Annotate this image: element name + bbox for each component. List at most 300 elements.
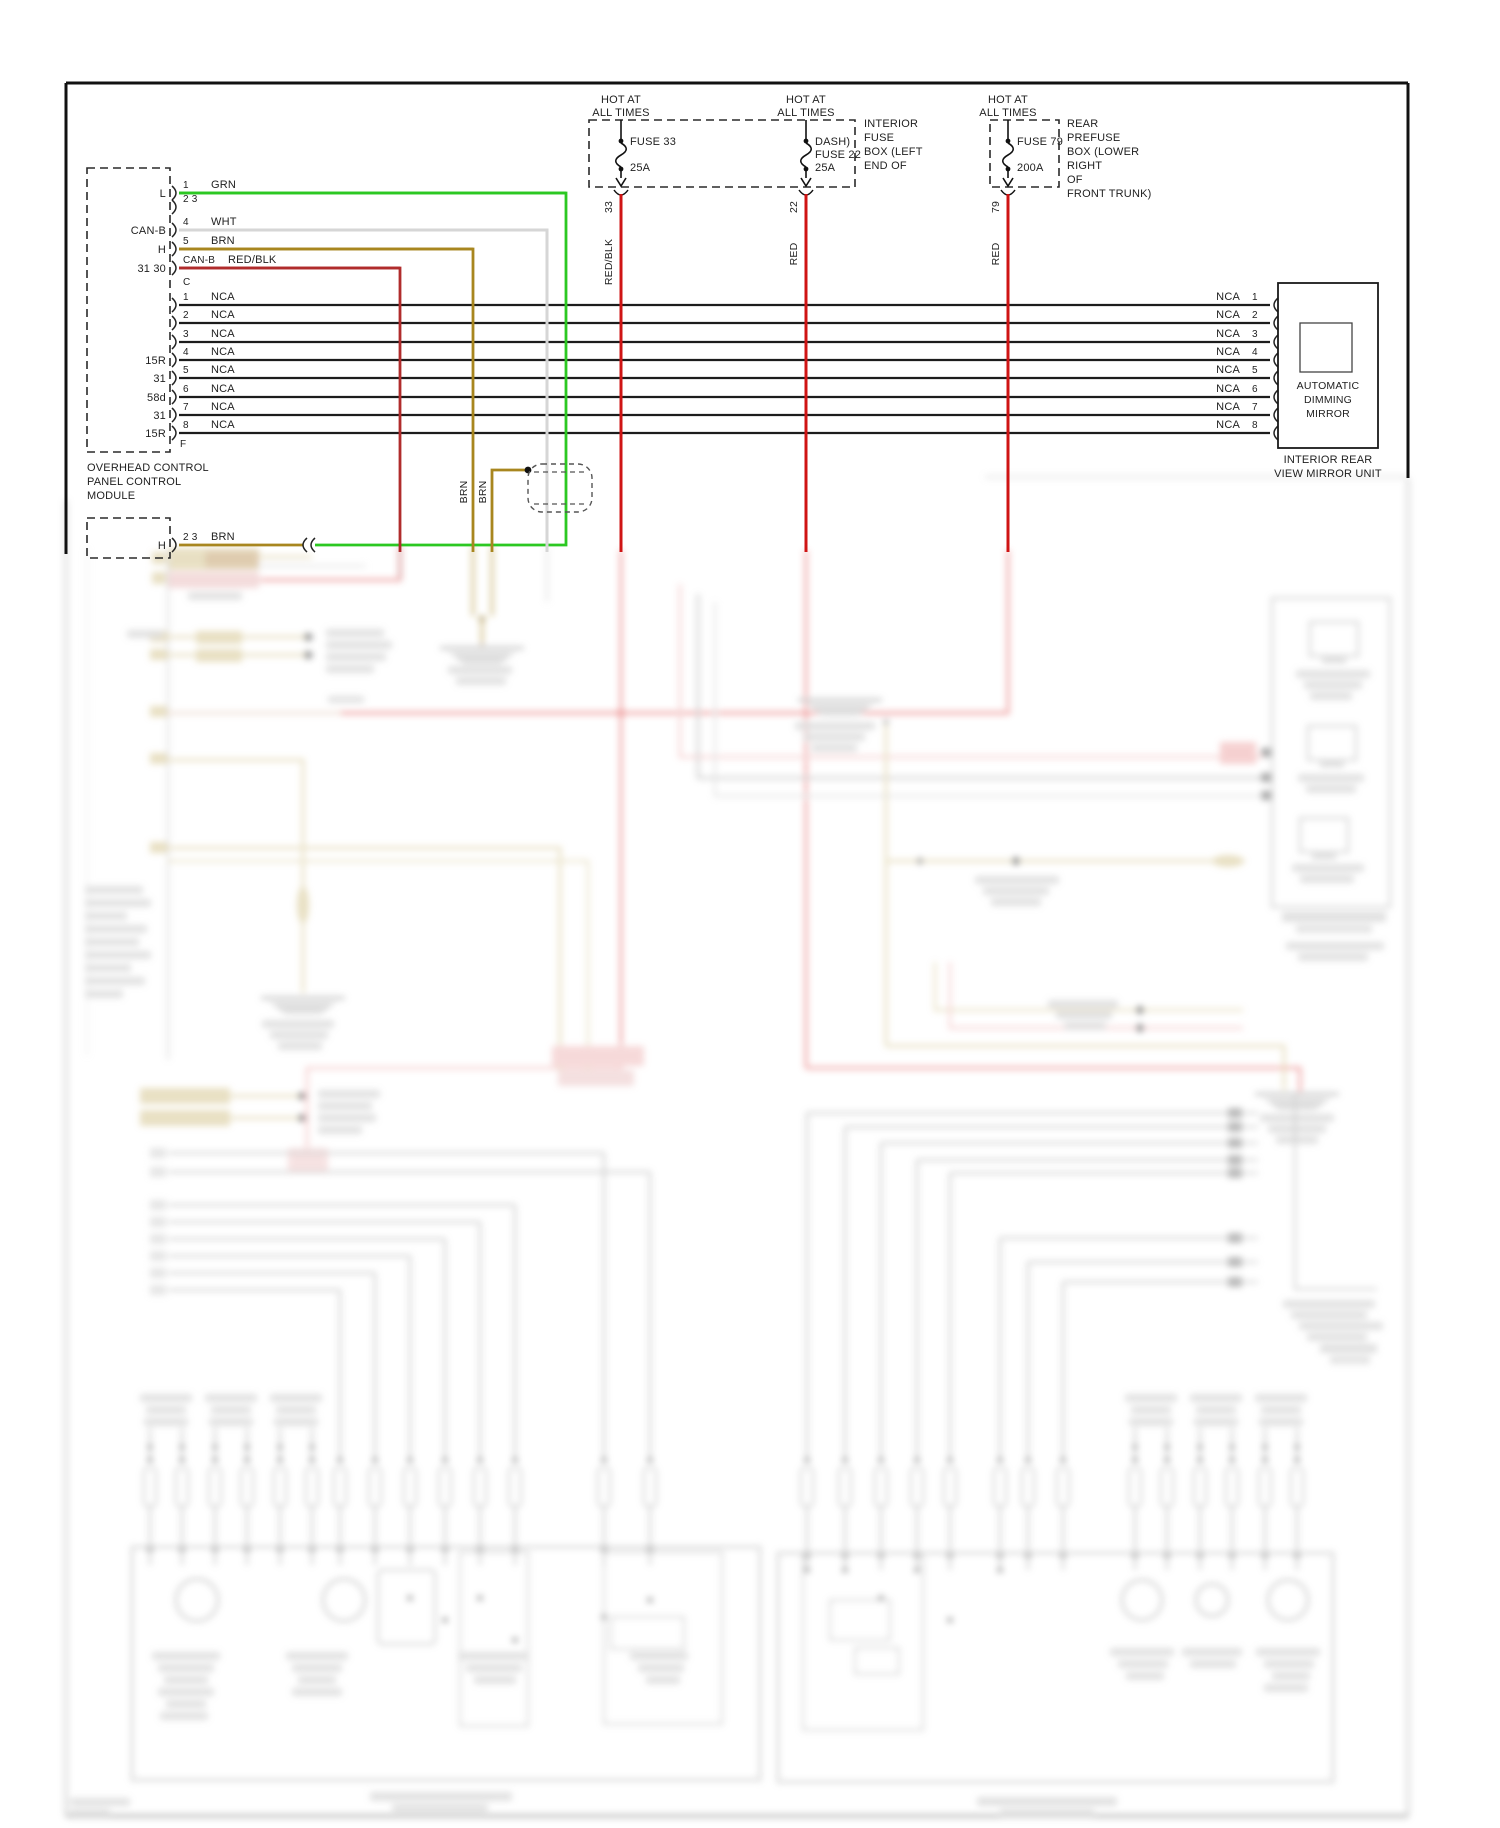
fuse-box-caption: FUSE [864,132,895,144]
box [1320,1344,1377,1353]
component-label: MIRROR [1306,408,1350,420]
junction-dot [525,467,532,474]
blurred-text [1299,1322,1383,1330]
wire-color-label: RED/BLK [228,254,277,266]
blurred-text [326,665,374,673]
blurred-text [977,1797,1117,1806]
arrow-down-icon [801,178,811,186]
box [1022,1468,1034,1506]
pin-number: 7 [183,402,189,413]
box [439,1468,451,1506]
wire-color-label: BRN [458,480,470,504]
box [150,706,167,717]
pin-number: 2 3 [183,532,198,543]
junction-dot [147,1457,153,1463]
pin-number: 3 [183,329,189,340]
blurred-text [166,1700,206,1708]
junction-dot [1197,1457,1203,1463]
junction-dot [309,1457,315,1463]
pin-bracket [172,200,176,214]
component-label: DIMMING [1303,394,1353,406]
hot-at-label: HOT AT [601,94,641,106]
mirror-unit-box [1278,283,1378,448]
junction-dot [1025,1457,1031,1463]
box [1129,1468,1141,1506]
wire-color-label: GRN [211,179,237,191]
blurred-text [158,1688,214,1696]
box [150,649,167,660]
module-caption: PANEL CONTROL [87,476,182,488]
blurred-text [1048,1000,1118,1008]
junction-dot [477,1457,483,1463]
junction-dot [372,1457,378,1463]
junction-dot [147,1444,153,1450]
blurred-text [70,1809,110,1816]
wire-color-label: NCA [1216,383,1240,395]
junction-dot [883,719,889,725]
wire [167,848,560,1082]
box [1057,1468,1069,1506]
blurred-text [474,1676,516,1684]
hot-at-label: HOT AT [786,94,826,106]
blurred-text [211,1406,251,1414]
junction-dot [277,1457,283,1463]
pin-number: 2 3 [183,194,198,205]
box [1228,1122,1242,1132]
indicator-icon [1300,818,1348,852]
box [558,1070,634,1086]
fuse-label: FUSE 79 [1017,136,1064,148]
fuse-box-caption: REAR [1067,118,1099,130]
lamp-icon [1122,1580,1162,1620]
connector-arrow-icon [302,632,314,642]
junction-dot [212,1444,218,1450]
pin-bracket [172,390,176,404]
box [1261,791,1272,800]
box [801,1468,813,1506]
junction-dot [647,1597,653,1603]
box [855,1648,899,1674]
pin-bracket [172,408,176,422]
pin-letter: F [180,439,187,450]
component-symbol [1263,1098,1331,1110]
pin-number: 5 [183,236,189,247]
wire-color-label: NCA [211,309,235,321]
box [150,1268,166,1278]
junction-dot [1132,1457,1138,1463]
wire-color-label: NCA [1216,364,1240,376]
arrow-down-icon [616,178,626,186]
junction-dot [997,1567,1003,1573]
fuse-box-caption: OF [1067,174,1083,186]
wire-color-label: BRN [211,235,235,247]
junction-dot [804,1457,810,1463]
junction-dot [947,1457,953,1463]
blurred-text [1268,1125,1326,1133]
blurred-text [70,1798,130,1806]
wire [806,1068,1300,1092]
box [1228,1257,1242,1267]
box [1228,1233,1242,1243]
box [140,1088,230,1104]
wire-color-label: RED [990,242,1002,266]
junction-dot [244,1457,250,1463]
pin-bracket [172,316,176,330]
pin-bracket [172,298,176,312]
connector-arrow-icon [302,650,314,660]
wire [680,584,1261,757]
junction-dot [619,139,624,144]
pin-number: 2 [1252,310,1258,321]
junction-dot [1006,139,1011,144]
fuse-box-caption: PREFUSE [1067,132,1121,144]
blurred-text [160,1712,208,1720]
blurred-text [1306,785,1356,793]
box [140,1110,230,1126]
junction-dot [477,1595,483,1601]
blurred-text [1256,1648,1320,1656]
blurred-text [1264,1660,1314,1668]
box [598,1468,610,1506]
box [611,1617,684,1649]
box [604,1552,722,1724]
fuse-box-caption: RIGHT [1067,160,1103,172]
pin-bracket [172,353,176,367]
junction-dot [442,1457,448,1463]
hot-at-label: ALL TIMES [979,107,1037,119]
box [152,572,166,584]
box [150,1200,166,1210]
pin-number: 4 [183,217,189,228]
blurred-text [318,1102,372,1110]
box [205,551,259,568]
blurred-text [1296,670,1370,678]
blurred-text [1298,774,1364,782]
wire [1295,1096,1377,1289]
box [150,1148,166,1158]
box [144,1468,156,1506]
blurred-text [1286,942,1384,950]
junction-dot [619,167,624,172]
fuse-label: DASH) [815,136,851,148]
blurred-text [292,1688,342,1696]
wire-color-label: NCA [211,419,235,431]
blurred-text [370,1792,512,1801]
blurred-text [1255,1394,1307,1402]
blurred-text [1129,1418,1173,1426]
junction-dot [997,1457,1003,1463]
blurred-text [318,1114,376,1122]
fuse-box-caption: INTERIOR [864,118,919,130]
terminal-label: L [159,188,166,200]
box [1282,912,1386,922]
fuse-box-caption: FRONT TRUNK) [1067,188,1152,200]
blurred-text [1000,1809,1094,1817]
blurred-text [326,629,384,637]
blurred-text [278,1042,322,1050]
blurred-text [392,1804,488,1812]
box [150,753,167,764]
wire [492,470,528,552]
wire-color-label: NCA [211,328,235,340]
blurred-text [188,592,242,600]
blurred-text [1131,1406,1171,1414]
wire-color-label: NCA [1216,419,1240,431]
pin-number: 4 [1252,347,1258,358]
circuit-number: 33 [603,200,615,214]
wire-color-label: RED/BLK [603,238,615,286]
terminal-label: 31 30 [137,263,166,275]
blurred-text [85,938,139,946]
junction-dot [1197,1444,1203,1450]
box [1194,1468,1206,1506]
blurred-text [1261,1406,1301,1414]
junction-dot [601,1457,607,1463]
junction-dot [842,1457,848,1463]
junction-dot [914,1457,920,1463]
component-symbol [269,1002,337,1014]
box [167,572,259,588]
box [839,1468,851,1506]
lamp-icon [176,1579,218,1621]
junction-dot [1229,1457,1235,1463]
blurred-lamp-box [132,1547,760,1780]
junction-dot [917,858,924,865]
blurred-text [1056,1011,1112,1019]
junction-dot [179,1444,185,1450]
box [1322,658,1346,663]
blurred-text [1264,1684,1308,1692]
wire [715,602,1261,796]
fuse-label: FUSE 33 [630,136,677,148]
blurred-text [85,899,151,907]
fuse-rating: 25A [630,162,651,174]
blurred-text [1190,1660,1236,1668]
box [994,1468,1006,1506]
pin-bracket [172,223,176,237]
blurred-text [1110,1648,1174,1656]
junction-dot [407,1457,413,1463]
module-caption: VIEW MIRROR UNIT [1274,468,1382,480]
terminal-label: H [157,244,166,256]
junction-dot [947,1617,953,1623]
pin-number: 8 [183,420,189,431]
blurred-text [1194,1418,1238,1426]
box [150,1167,166,1177]
lamp-icon [1196,1584,1228,1616]
box [378,1570,435,1644]
pin-number: 6 [1252,384,1258,395]
blurred-text [292,1664,342,1672]
pin-number: CAN-B [183,255,216,266]
junction-dot [647,1457,653,1463]
sharp-diagram-section [66,83,1408,558]
blurred-text [456,677,506,685]
blurred-text [466,1664,522,1672]
box [1228,1108,1242,1118]
fuse-rating: 200A [1017,162,1044,174]
wire-break-icon [303,538,307,552]
terminal-label: CAN-B [130,225,166,237]
circuit-number: 22 [788,200,800,214]
junction-dot [277,1444,283,1450]
pin-number: 4 [183,347,189,358]
blurred-text [448,666,512,674]
blurred-text [326,641,392,649]
box [209,1468,221,1506]
blurred-text [646,1676,680,1684]
junction-dot [407,1595,413,1601]
blurred-text [146,1406,186,1414]
blurred-text [1272,1672,1310,1680]
wire-color-label: NCA [211,346,235,358]
blurred-text [1260,1114,1334,1122]
box [1261,748,1272,757]
pin-number: 7 [1252,402,1258,413]
pin-letter: C [183,277,191,288]
blurred-text [1126,1672,1164,1680]
wire-color-label: NCA [211,291,235,303]
blurred-text [164,1676,208,1684]
box [274,1468,286,1506]
junction-dot [1164,1457,1170,1463]
pin-number: 1 [183,292,189,303]
blurred-text [983,887,1049,895]
wire-color-label: NCA [1216,291,1240,303]
junction-dot [804,139,809,144]
junction-dot [442,1617,448,1623]
module-caption: OVERHEAD CONTROL [87,462,209,474]
box [150,1251,166,1261]
wire-color-label: NCA [1216,346,1240,358]
blurred-text [298,1676,336,1684]
blurred-text [85,886,143,894]
wire-color-label: WHT [211,216,237,228]
junction-dot [309,1444,315,1450]
fuse-box-caption: BOX (LOWER [1067,146,1140,158]
blurred-text [85,977,145,985]
hot-at-label: HOT AT [988,94,1028,106]
box [404,1468,416,1506]
box [369,1468,381,1506]
wire [167,861,588,1082]
junction-dot [512,1637,518,1643]
box [803,1553,923,1730]
junction-dot [1164,1444,1170,1450]
blurred-text [1276,1136,1318,1144]
pin-number: 5 [1252,365,1258,376]
box [176,1468,188,1506]
fuse-box-caption: END OF [864,160,907,172]
junction-dot [804,167,809,172]
junction-dot [1006,167,1011,172]
pin-bracket [172,242,176,256]
blurred-text [270,1394,322,1402]
blurred-text [85,990,123,998]
pin-number: 1 [183,180,189,191]
blurred-module-box [1272,598,1390,907]
terminal-label: 31 [153,373,166,385]
blurred-text [205,1394,257,1402]
box [288,1148,328,1172]
junction-dot [878,1595,884,1601]
junction-dot [601,1614,607,1620]
blurred-text [85,964,131,972]
blurred-text [270,1031,328,1039]
fuse-icon [616,143,627,167]
component-label: AUTOMATIC [1296,380,1360,392]
box [1291,1468,1303,1506]
box [1228,1168,1242,1178]
blurred-text [1064,1022,1106,1030]
junction-dot [1060,1457,1066,1463]
box [150,1285,166,1295]
blurred-text [991,898,1041,906]
box [1330,1356,1370,1364]
box [150,1234,166,1244]
blurred-text [286,1652,348,1660]
box [509,1468,521,1506]
junction-dot [804,1567,810,1573]
junction-dot [842,1567,848,1573]
wire [167,760,303,993]
blurred-text [209,1418,253,1426]
box [150,1217,166,1227]
junction-dot [179,1457,185,1463]
wire-color-label: NCA [1216,401,1240,413]
wire-twist [297,886,309,924]
box [875,1468,887,1506]
blurred-text [127,630,163,638]
wire-color-label: RED [788,242,800,266]
blurred-text [318,1090,380,1098]
indicator-icon [1308,726,1356,760]
box [150,842,167,853]
junction-dot [878,1457,884,1463]
wire-color-label: NCA [1216,328,1240,340]
box [830,1600,890,1640]
blurred-diagram-section [66,477,1408,1817]
pin-number: 6 [183,384,189,395]
blurred-text [318,1126,362,1134]
pin-bracket [172,426,176,440]
blurred-text [1291,1311,1367,1319]
blurred-text [274,1418,318,1426]
pin-number: 2 [183,310,189,321]
blurred-text [1304,681,1362,689]
hot-at-label: ALL TIMES [777,107,835,119]
blurred-text [975,876,1059,884]
wire-twist [1212,855,1244,867]
module-caption: INTERIOR REAR [1283,454,1373,466]
blurred-text [638,1664,684,1672]
terminal-label: 15R [145,355,166,367]
blurred-text [326,653,386,661]
blurred-text [1118,1660,1168,1668]
fuse-icon [801,143,812,167]
blurred-text [1300,875,1354,883]
blurred-text [630,1652,688,1660]
junction-dot [1294,1457,1300,1463]
blurred-text [1310,692,1352,700]
arrow-down-icon [1003,178,1013,186]
blurred-text [158,1664,214,1672]
box [1226,1468,1238,1506]
box [1220,742,1256,764]
box [552,1046,644,1066]
box [1228,1277,1242,1287]
connector-arrow-icon [1134,1023,1146,1033]
